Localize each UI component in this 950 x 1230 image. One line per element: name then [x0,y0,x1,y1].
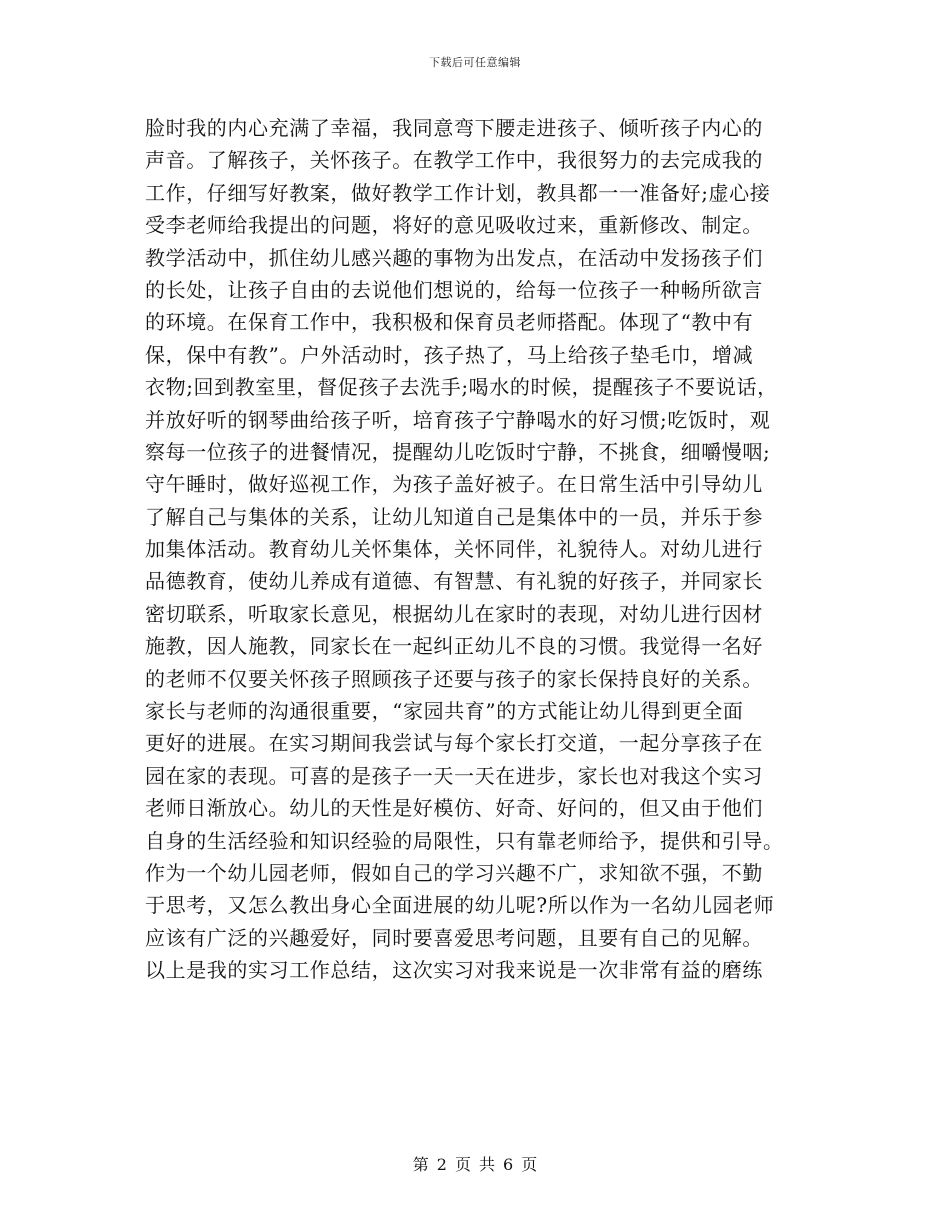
footer-label-ye: 页 [454,1155,471,1174]
text-line: 密切联系，听取家长意见，根据幼儿在家时的表现，对幼儿进行因材 [145,601,763,626]
text-line: 受李老师给我提出的问题，将好的意见吸收过来，重新修改、制定。 [145,213,763,238]
text-line: 声音。了解孩子，关怀孩子。在教学工作中，我很努力的去完成我的 [145,148,763,173]
text-line: 老师日渐放心。幼儿的天性是好模仿、好奇、好问的，但又由于他们 [145,796,763,821]
current-page-number: 2 [436,1155,447,1174]
text-line: 作为一个幼儿园老师，假如自己的学习兴趣不广，求知欲不强，不勤 [145,860,763,885]
text-line: 施教，因人施教，同家长在一起纠正幼儿不良的习惯。我觉得一名好 [145,634,763,659]
text-line: 的环境。在保育工作中，我积极和保育员老师搭配。体现了“教中有 [145,310,754,335]
total-pages-number: 6 [503,1155,514,1174]
text-line: 衣物;回到教室里，督促孩子去洗手;喝水的时候，提醒孩子不要说话， [145,375,778,400]
document-body [145,112,810,987]
text-line: 教学活动中，抓住幼儿感兴趣的事物为出发点，在活动中发扬孩子们 [145,245,763,270]
text-line: 工作，仔细写好教案，做好教学工作计划，教具都一一准备好;虚心接 [145,180,771,205]
text-line: 保，保中有教”。户外活动时，孩子热了，马上给孩子垫毛巾，增减 [145,342,754,367]
text-line: 品德教育，使幼儿养成有道德、有智慧、有礼貌的好孩子，并同家长 [145,569,763,594]
text-line: 应该有广泛的兴趣爱好，同时要喜爱思考问题，且要有自己的见解。 [145,925,763,950]
text-line: 家长与老师的沟通很重要，“家园共育”的方式能让幼儿得到更全面 [145,699,744,724]
text-line: 加集体活动。教育幼儿关怀集体，关怀同伴，礼貌待人。对幼儿进行 [145,537,763,562]
text-line: 脸时我的内心充满了幸福，我同意弯下腰走进孩子、倾听孩子内心的 [145,116,763,140]
text-line: 守午睡时，做好巡视工作，为孩子盖好被子。在日常生活中引导幼儿 [145,472,763,497]
text-line: 更好的进展。在实习期间我尝试与每个家长打交道，一起分享孩子在 [145,731,763,756]
page-number-footer [0,1155,950,1175]
text-line: 以上是我的实习工作总结，这次实习对我来说是一次非常有益的磨练 [145,958,763,983]
text-line: 的长处，让孩子自由的去说他们想说的，给每一位孩子一种畅所欲言 [145,277,763,302]
footer-label-total: 共 [479,1155,496,1174]
text-line: 察每一位孩子的进餐情况，提醒幼儿吃饭时宁静，不挑食，细嚼慢咽; [145,439,771,464]
footer-label-ye-2: 页 [521,1155,538,1174]
page-header-note: 下载后可任意编辑 [429,56,521,69]
text-line: 了解自己与集体的关系，让幼儿知道自己是集体中的一员，并乐于参 [145,504,763,529]
text-line: 并放好听的钢琴曲给孩子听，培育孩子宁静喝水的好习惯;吃饭时，观 [145,407,771,432]
text-line: 于思考，又怎么教出身心全面进展的幼儿呢?所以作为一名幼儿园老师 [145,893,775,918]
text-line: 的老师不仅要关怀孩子照顾孩子还要与孩子的家长保持良好的关系。 [145,666,763,691]
text-line: 园在家的表现。可喜的是孩子一天一天在进步，家长也对我这个实习 [145,763,763,788]
footer-label-page: 第 [412,1155,429,1174]
text-line: 自身的生活经验和知识经验的局限性，只有靠老师给予，提供和引导。 [145,828,784,853]
